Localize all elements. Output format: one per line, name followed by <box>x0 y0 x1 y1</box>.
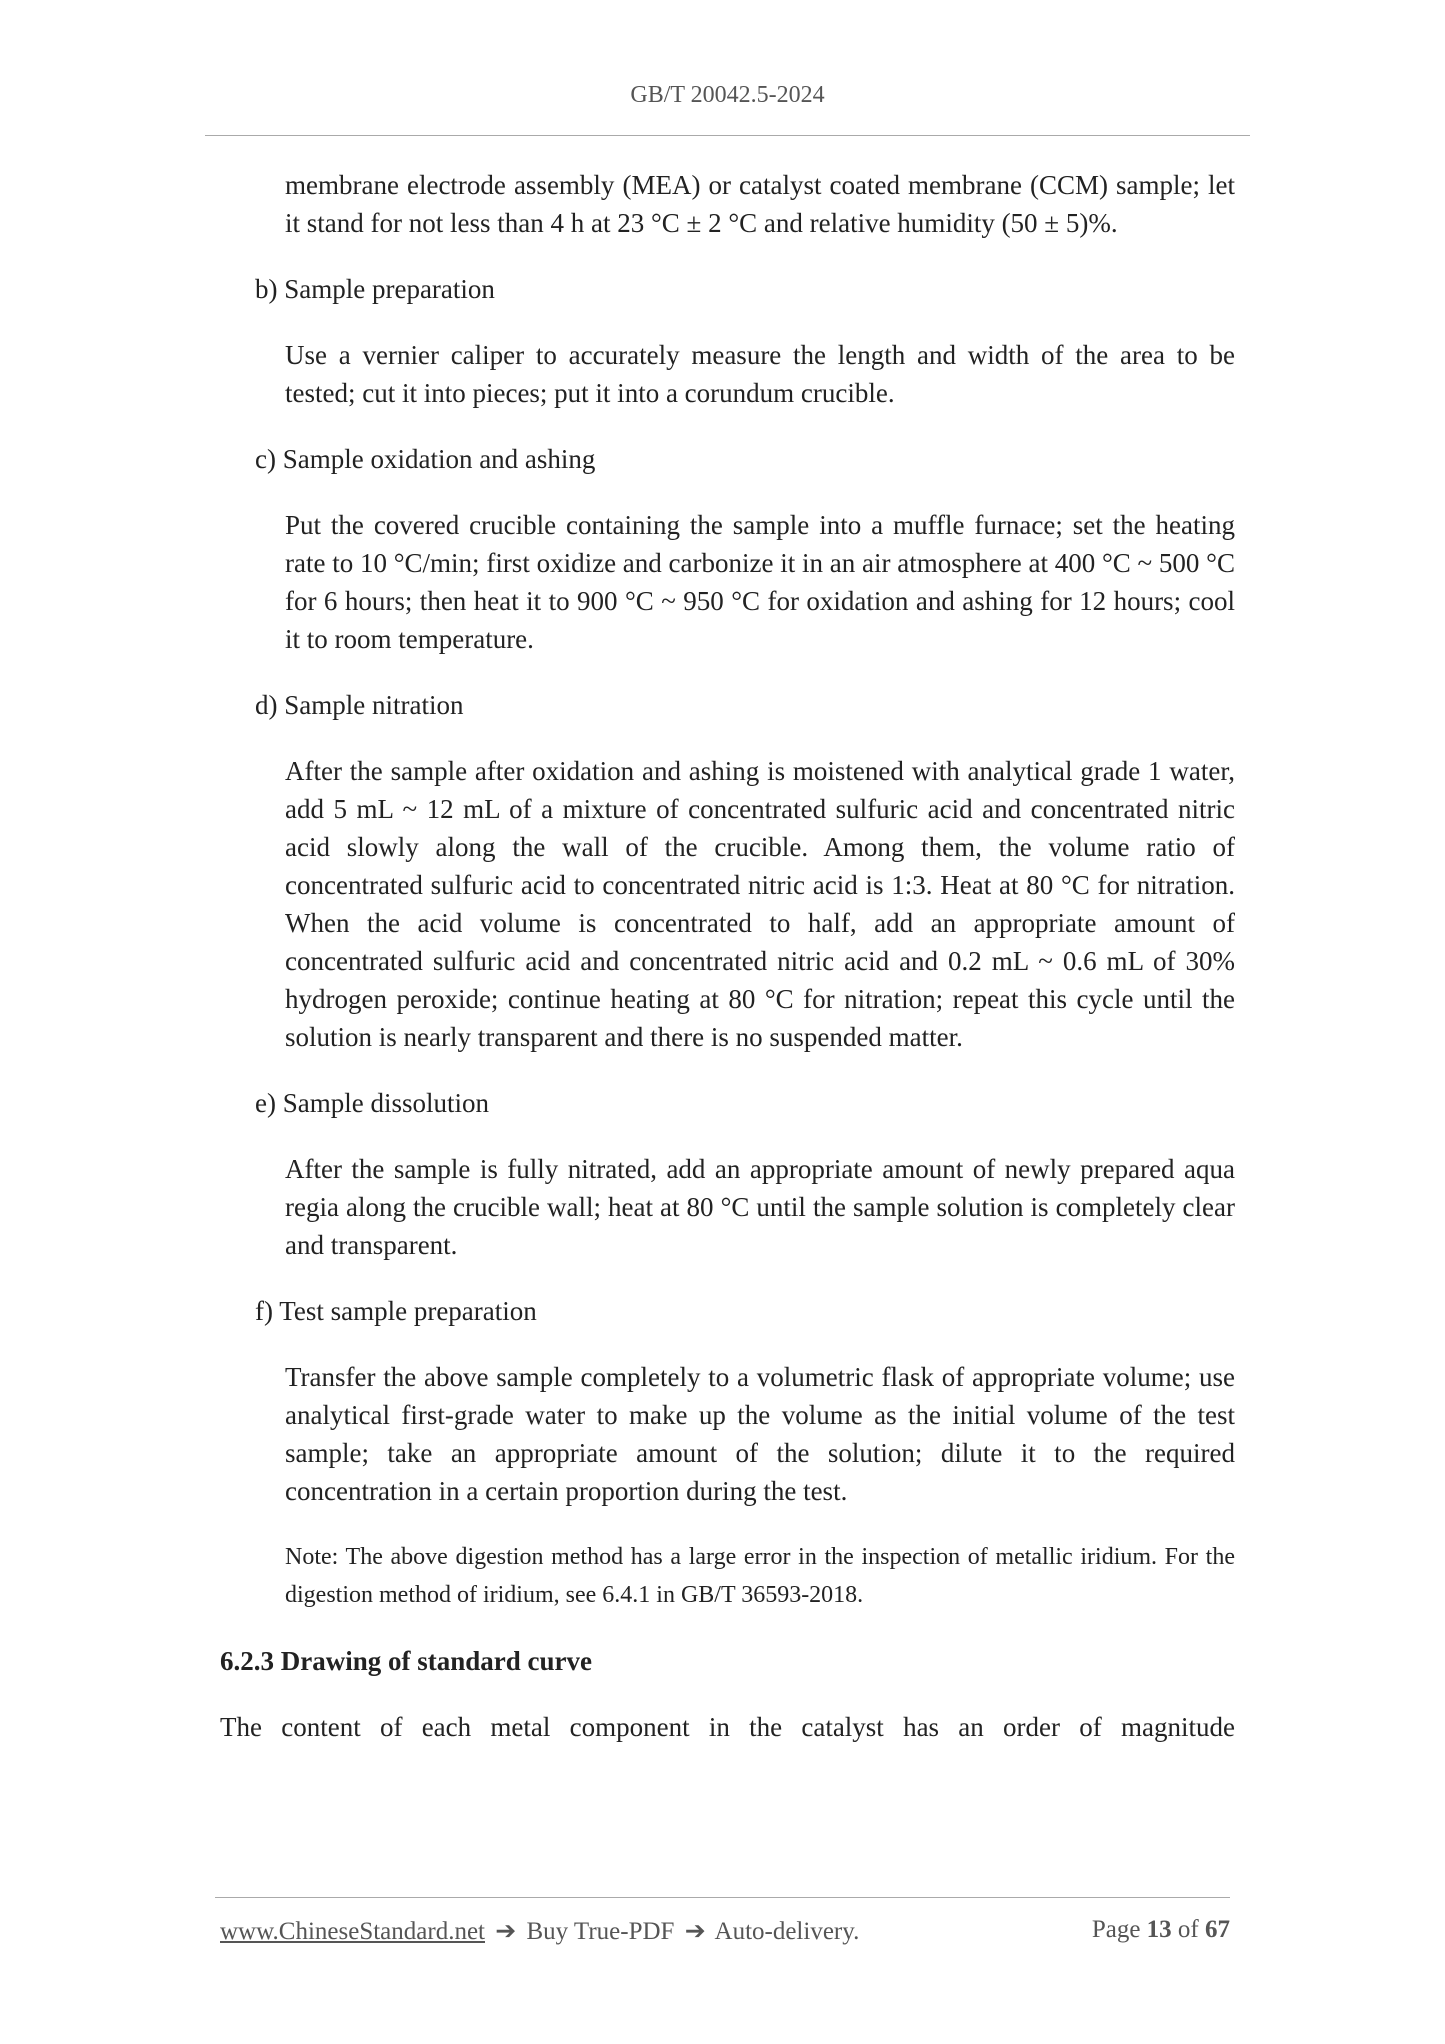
page-word: Page <box>1091 1916 1141 1943</box>
arrow-right-icon: ➔ <box>495 1918 517 1945</box>
list-item-b-label: b) Sample preparation <box>255 274 495 304</box>
list-item-c-text: Put the covered crucible containing the sample into a muffle furnace; set the heating rate to 10 °C/min; first oxidize and carbonize it in an air atmosphere at 400 °C ~ 500 °C for 6 hours; then heat it to 900 °C ~ 950 °C for oxidation and ashing for 12 hours; cool it to room temperature. <box>285 510 1235 654</box>
of-word: of <box>1177 1916 1199 1943</box>
paragraph-a-continuation: membrane electrode assembly (MEA) or catalyst coated membrane (CCM) sample; let it stand for not less than 4 h at 23 °C ± 2 °C and relative humidity (50 ± 5)%. <box>285 170 1235 238</box>
auto-delivery-text: Auto-delivery. <box>714 1918 860 1945</box>
section-body-text: The content of each metal component in the catalyst has an order of magnitude <box>220 1712 1235 1742</box>
page-header-title: GB/T 20042.5-2024 <box>630 82 825 108</box>
page-indicator <box>1092 1916 1230 1946</box>
arrow-right-icon-2: ➔ <box>684 1918 706 1945</box>
page-total: 67 <box>1205 1916 1230 1943</box>
list-item-d-label: d) Sample nitration <box>255 690 464 720</box>
site-link[interactable]: www.ChineseStandard.net <box>220 1918 485 1945</box>
list-item-d-text: After the sample after oxidation and ashing is moistened with analytical grade 1 water, add 5 mL ~ 12 mL of a mixture of concentrated sulfuric acid and concentrated nitric acid slowly along the wall of the crucible. Among them, the volume ratio of concentrated sulfuric acid to concentrated nitric acid is 1:3. Heat at 80 °C for nitration. When the acid volume is concentrated to half, add an appropriate amount of concentrated sulfuric acid and concentrated nitric acid and 0.2 mL ~ 0.6 mL of 30% hydrogen peroxide; continue heating at 80 °C for nitration; repeat this cycle until the solution is nearly transparent and there is no suspended matter. <box>285 756 1235 1052</box>
list-item-e-text: After the sample is fully nitrated, add an appropriate amount of newly prepared aqua regia along the crucible wall; heat at 80 °C until the sample solution is completely clear and transparent. <box>285 1154 1235 1260</box>
list-item-f-text: Transfer the above sample completely to a volumetric flask of appropriate volume; use analytical first-grade water to make up the volume as the initial volume of the test sample; take an appropriate amount of the solution; dilute it to the required concentration in a certain proportion during the test. <box>285 1362 1235 1506</box>
section-heading: 6.2.3 Drawing of standard curve <box>220 1646 592 1676</box>
note-text: Note: The above digestion method has a large error in the inspection of metallic iridium. For the digestion method of iridium, see 6.4.1 in GB/T 36593-2018. <box>285 1544 1235 1608</box>
footer-divider <box>215 1897 1230 1898</box>
list-item-f-label: f) Test sample preparation <box>255 1296 537 1326</box>
page-current: 13 <box>1146 1916 1172 1943</box>
document-body <box>220 166 1235 1746</box>
footer-left <box>220 1916 859 1946</box>
page-footer <box>220 1916 1230 1946</box>
list-item-e-label: e) Sample dissolution <box>255 1088 489 1118</box>
buy-pdf-text: Buy True-PDF <box>526 1918 675 1945</box>
list-item-b-text: Use a vernier caliper to accurately measure the length and width of the area to be tested; cut it into pieces; put it into a corundum crucible. <box>285 340 1235 408</box>
header-divider <box>205 135 1250 136</box>
list-item-c-label: c) Sample oxidation and ashing <box>255 444 596 474</box>
